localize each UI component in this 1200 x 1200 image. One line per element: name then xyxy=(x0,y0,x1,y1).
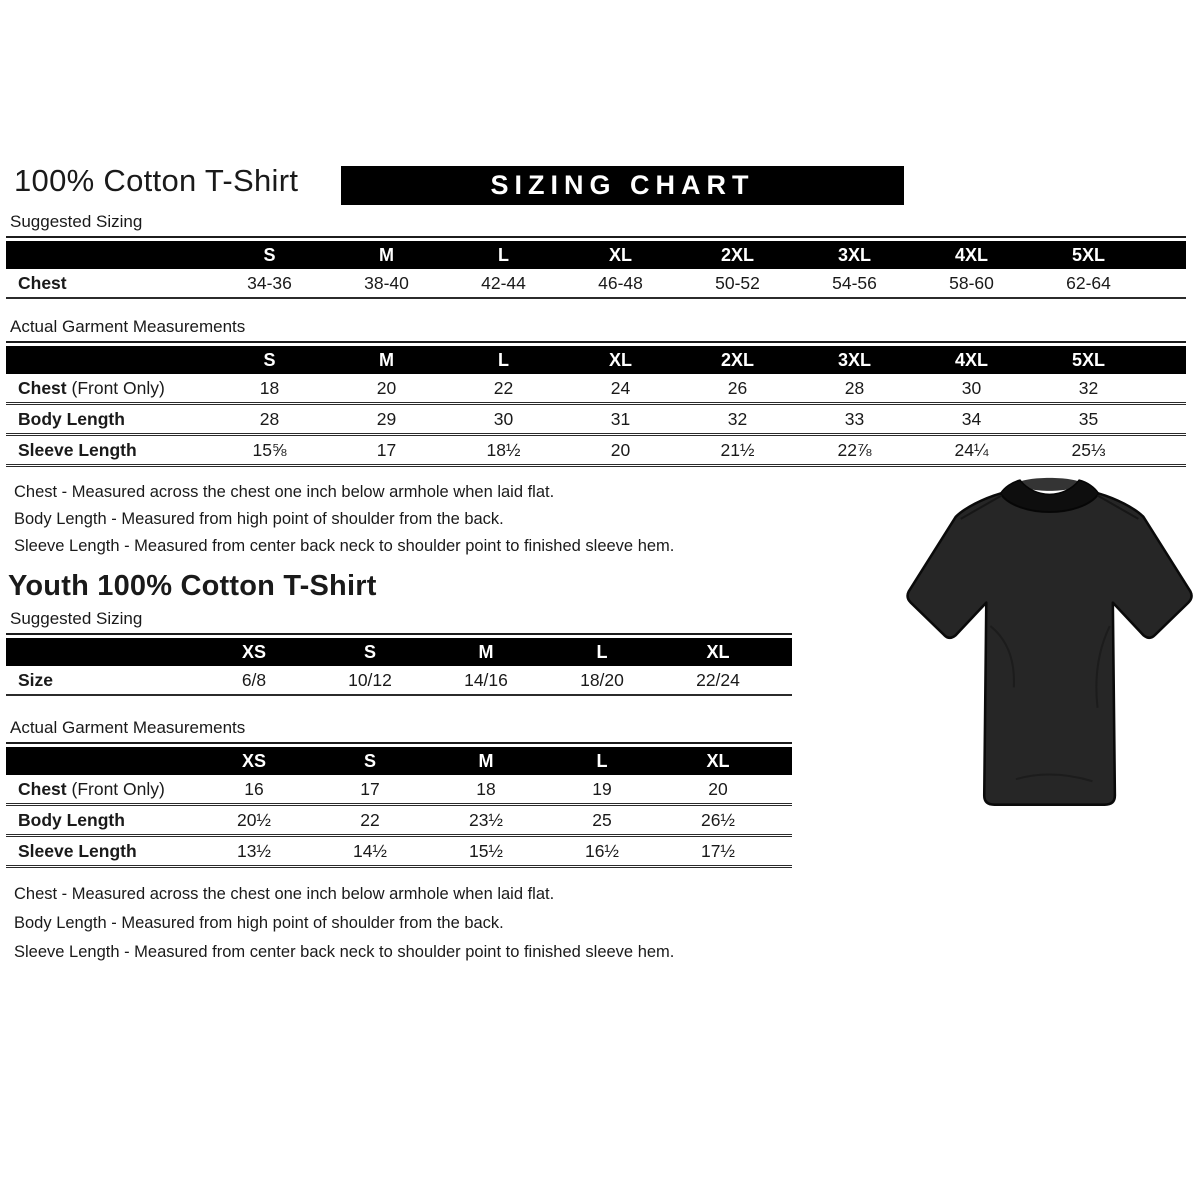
table-cell: 26 xyxy=(727,377,748,398)
header-row xyxy=(6,241,1186,269)
cell-filler xyxy=(776,805,792,836)
header-row xyxy=(6,747,792,775)
table-cell: 16½ xyxy=(584,840,620,861)
page-title: 100% Cotton T-Shirt xyxy=(14,163,299,198)
row-label: Chest (Front Only) xyxy=(18,778,165,799)
column-header: 3XL xyxy=(796,346,913,374)
table-cell: 28 xyxy=(259,408,280,429)
sizing-chart-banner: SIZING CHART xyxy=(341,166,904,205)
table-top-rule xyxy=(6,742,792,744)
table-cell: 50-52 xyxy=(715,272,760,293)
youth-suggested-table xyxy=(6,638,792,696)
table-cell: 17 xyxy=(376,439,397,460)
table-cell: 22 xyxy=(493,377,514,398)
table-cell: 15⅝ xyxy=(252,439,287,460)
table-top-rule xyxy=(6,236,1186,238)
column-header: M xyxy=(328,241,445,269)
cell-filler xyxy=(1147,404,1186,435)
table-cell: 10/12 xyxy=(348,669,392,690)
header-row xyxy=(6,346,1186,374)
cell-filler xyxy=(776,775,792,805)
table-row xyxy=(6,404,1186,435)
header-filler xyxy=(1147,346,1186,374)
table-cell: 16 xyxy=(244,778,264,799)
row-label: Chest xyxy=(18,272,67,293)
adult-suggested-label: Suggested Sizing xyxy=(10,212,143,231)
table-cell: 22/24 xyxy=(696,669,740,690)
column-header: 2XL xyxy=(679,346,796,374)
table-cell: 14½ xyxy=(352,840,388,861)
note-line: Body Length - Measured from high point of shoulder from the back. xyxy=(14,510,504,528)
column-header: 4XL xyxy=(913,346,1030,374)
table-cell: 18/20 xyxy=(580,669,624,690)
column-header: L xyxy=(445,346,562,374)
table-cell: 32 xyxy=(1078,377,1099,398)
table-top-rule xyxy=(6,341,1186,343)
row-label: Chest (Front Only) xyxy=(18,377,165,398)
table-row xyxy=(6,435,1186,466)
table-cell: 31 xyxy=(610,408,631,429)
tshirt-image xyxy=(893,473,1200,820)
row-label: Sleeve Length xyxy=(18,439,137,460)
table-row xyxy=(6,666,792,695)
youth-actual-label: Actual Garment Measurements xyxy=(10,718,246,737)
table-cell: 13½ xyxy=(236,840,272,861)
cell-filler xyxy=(1147,374,1186,404)
table-cell: 20 xyxy=(376,377,397,398)
cell-filler xyxy=(776,836,792,867)
table-cell: 58-60 xyxy=(949,272,994,293)
table-cell: 34 xyxy=(961,408,982,429)
table-cell: 42-44 xyxy=(481,272,526,293)
table-cell: 25⅓ xyxy=(1071,439,1106,460)
header-spacer xyxy=(6,346,211,374)
column-header: 5XL xyxy=(1030,346,1147,374)
table-cell: 26½ xyxy=(700,809,736,830)
header-filler xyxy=(776,747,792,775)
column-header: 3XL xyxy=(796,241,913,269)
table-cell: 21½ xyxy=(720,439,755,460)
youth-measurement-notes xyxy=(14,880,1194,967)
row-label: Size xyxy=(18,669,54,690)
table-cell: 28 xyxy=(844,377,865,398)
table-cell: 15½ xyxy=(468,840,504,861)
column-header: XL xyxy=(562,241,679,269)
table-cell: 35 xyxy=(1078,408,1099,429)
table-cell: 46-48 xyxy=(598,272,643,293)
adult-suggested-table xyxy=(6,241,1186,299)
cell-filler xyxy=(1147,269,1186,298)
column-header: S xyxy=(211,241,328,269)
table-row xyxy=(6,374,1186,404)
youth-actual-table xyxy=(6,747,792,868)
header-spacer xyxy=(6,241,211,269)
table-row xyxy=(6,269,1186,298)
column-header: L xyxy=(544,747,660,775)
row-label: Body Length xyxy=(18,408,125,429)
column-header: S xyxy=(312,638,428,666)
table-row xyxy=(6,775,792,805)
table-cell: 54-56 xyxy=(832,272,877,293)
table-cell: 34-36 xyxy=(247,272,292,293)
column-header: 2XL xyxy=(679,241,796,269)
table-row xyxy=(6,836,792,867)
cell-filler xyxy=(776,666,792,695)
note-line: Chest - Measured across the chest one inch below armhole when laid flat. xyxy=(14,885,555,903)
adult-actual-table xyxy=(6,346,1186,467)
header-filler xyxy=(776,638,792,666)
adult-actual-label: Actual Garment Measurements xyxy=(10,317,246,336)
table-cell: 17½ xyxy=(700,840,736,861)
table-cell: 38-40 xyxy=(364,272,409,293)
note-line: Sleeve Length - Measured from center back neck to shoulder point to finished sleeve hem. xyxy=(14,943,675,961)
table-cell: 17 xyxy=(360,778,380,799)
table-cell: 20½ xyxy=(236,809,272,830)
table-top-rule xyxy=(6,633,792,635)
table-cell: 29 xyxy=(376,408,397,429)
table-cell: 23½ xyxy=(468,809,504,830)
column-header: 5XL xyxy=(1030,241,1147,269)
column-header: S xyxy=(211,346,328,374)
table-cell: 14/16 xyxy=(464,669,508,690)
header-row xyxy=(6,638,792,666)
table-cell: 22 xyxy=(360,809,380,830)
table-cell: 32 xyxy=(727,408,748,429)
cell-filler xyxy=(1147,435,1186,466)
youth-suggested-label: Suggested Sizing xyxy=(10,609,143,628)
note-line: Sleeve Length - Measured from center back neck to shoulder point to finished sleeve hem. xyxy=(14,537,675,555)
table-cell: 18½ xyxy=(486,439,521,460)
column-header: M xyxy=(428,638,544,666)
table-cell: 19 xyxy=(592,778,612,799)
table-cell: 24 xyxy=(610,377,631,398)
note-line: Chest - Measured across the chest one inch below armhole when laid flat. xyxy=(14,483,555,501)
row-label: Body Length xyxy=(18,809,125,830)
header-spacer xyxy=(6,747,196,775)
table-cell: 20 xyxy=(708,778,728,799)
column-header: XL xyxy=(660,638,776,666)
column-header: XL xyxy=(562,346,679,374)
column-header: XS xyxy=(196,638,312,666)
header-filler xyxy=(1147,241,1186,269)
table-cell: 20 xyxy=(610,439,631,460)
table-cell: 24¼ xyxy=(954,439,989,460)
column-header: M xyxy=(428,747,544,775)
table-cell: 62-64 xyxy=(1066,272,1111,293)
column-header: S xyxy=(312,747,428,775)
column-header: XS xyxy=(196,747,312,775)
table-cell: 33 xyxy=(844,408,865,429)
column-header: XL xyxy=(660,747,776,775)
column-header: L xyxy=(544,638,660,666)
table-cell: 30 xyxy=(961,377,982,398)
row-label: Sleeve Length xyxy=(18,840,137,861)
column-header: M xyxy=(328,346,445,374)
table-cell: 30 xyxy=(493,408,514,429)
table-cell: 25 xyxy=(592,809,612,830)
column-header: 4XL xyxy=(913,241,1030,269)
youth-section-title: Youth 100% Cotton T-Shirt xyxy=(8,570,377,602)
table-cell: 18 xyxy=(259,377,280,398)
note-line: Body Length - Measured from high point of shoulder from the back. xyxy=(14,914,504,932)
table-cell: 22⅞ xyxy=(837,439,872,460)
table-cell: 6/8 xyxy=(241,669,267,690)
table-cell: 18 xyxy=(476,778,496,799)
column-header: L xyxy=(445,241,562,269)
header-spacer xyxy=(6,638,196,666)
table-row xyxy=(6,805,792,836)
